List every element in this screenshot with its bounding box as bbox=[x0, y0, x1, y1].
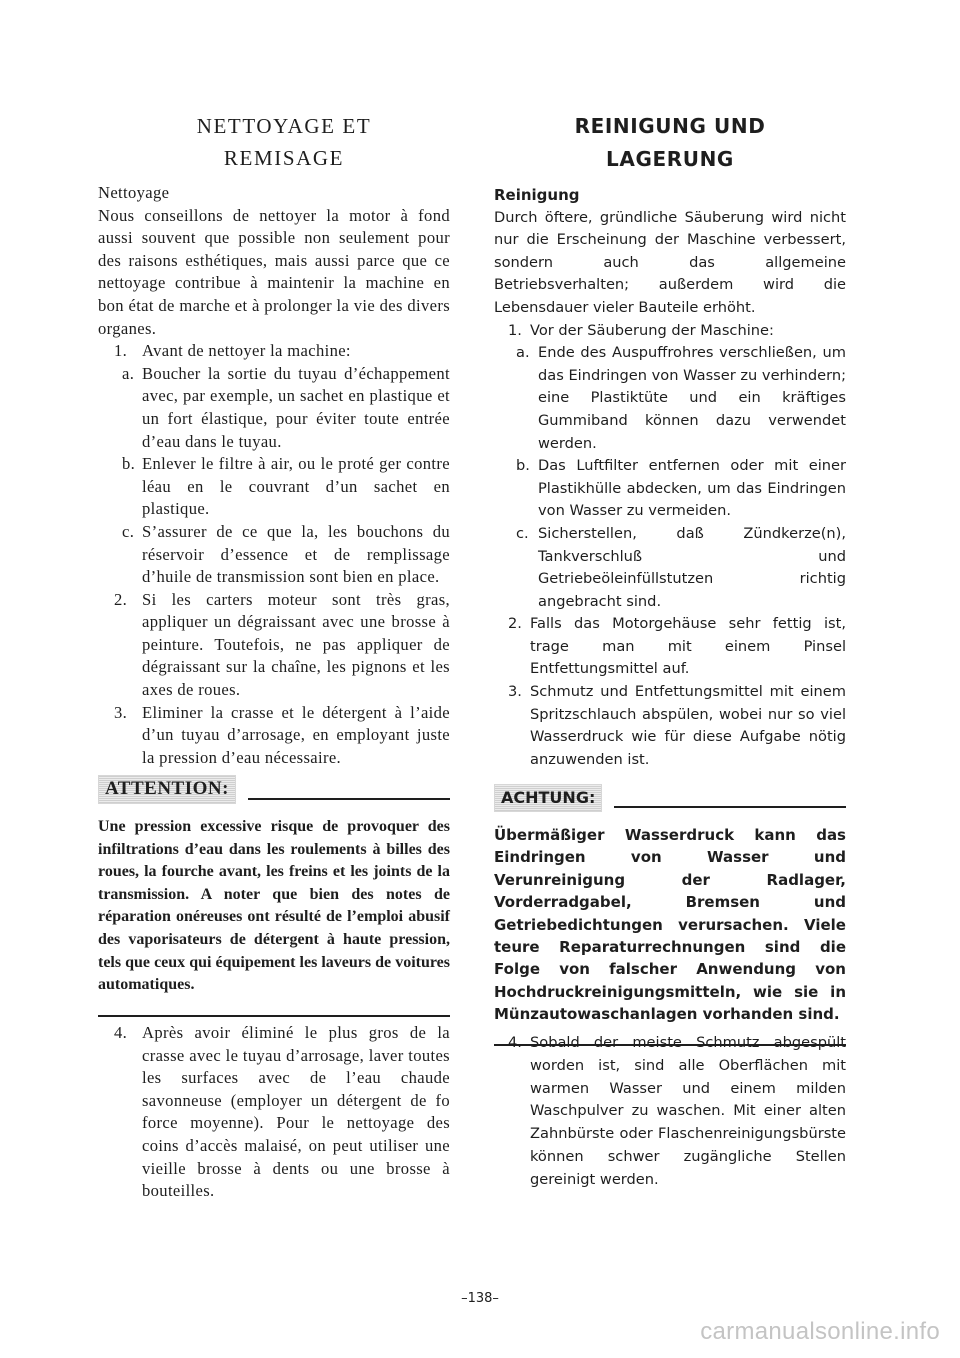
german-subtitle: Reinigung bbox=[494, 186, 580, 204]
german-title bbox=[494, 110, 846, 176]
french-warning-box bbox=[98, 770, 450, 1017]
french-step-1a: a. Boucher la sortie du tuyau d’échappement avec, par exemple, un sachet en plastique et un fort élastique, pour éviter toute entrée d’eau dans le tuyau. bbox=[122, 363, 450, 451]
german-title-line1: REINIGUNG UND bbox=[574, 114, 766, 138]
french-subtitle: Nettoyage bbox=[98, 183, 170, 202]
german-intro: Durch öftere, gründliche Säuberung wird nicht nur die Erscheinung der Maschine verbessert, sondern auch das allgemeine Betriebsverhalten; außerdem wird die Lebensdauer vieler Bauteile erhöht. bbox=[494, 208, 846, 316]
french-title bbox=[118, 110, 450, 174]
german-warning-text: Übermäßiger Wasserdruck kann das Eindringen von Wasser und Verunreinigung der Radlager, Vorderradgabel, Bremsen und Getriebedichtungen verursachen. Viele teure Reparaturrechnungen sind die Folge von falscher Anwendung von Hochdruckreinigungsmitteln, wie sie in Münzautowaschanlagen vorhanden sind. bbox=[494, 826, 846, 1024]
german-warning-box bbox=[494, 778, 846, 1046]
french-intro: Nous conseillons de nettoyer la motor à fond aussi souvent que possible non seulement pour des raisons esthétiques, mais aussi parce que ce nettoyage contribue à maintenir la machine en bon état de marche et à prolonger la vie des divers organes. bbox=[98, 205, 450, 338]
german-step-1a: a. Ende des Auspuffrohres verschließen, um das Eindringen von Wasser zu verhindern; eine Plastiktüte und ein kräftiges Gummiband können dazu verwendet werden. bbox=[516, 344, 847, 452]
german-column bbox=[494, 110, 846, 771]
german-warning-rule bbox=[614, 806, 846, 808]
page-number: –138– bbox=[461, 1291, 499, 1306]
french-title-line1: NETTOYAGE ET bbox=[196, 114, 372, 138]
french-step-3: 3. Eliminer la crasse et le détergent à l’aide d’un tuyau d’arrosage, en employant juste la pression d’eau nécessaire. bbox=[114, 702, 450, 767]
german-step-1c: c. Sicherstellen, daß Zündkerze(n), Tankverschluß und Getriebeöleinfüllstutzen richtig angebracht sind. bbox=[516, 524, 846, 610]
german-step-1: 1. Vor der Säuberung der Maschine: bbox=[508, 321, 774, 339]
french-warning-header bbox=[98, 770, 450, 804]
german-step-1b: b. Das Luftfilter entfernen oder mit einer Plastikhülle abdecken, um das Eindringen von Wasser zu vermeiden. bbox=[516, 457, 846, 520]
german-title-line2: LAGERUNG bbox=[606, 147, 734, 171]
french-step-1b: b. Enlever le filtre à air, ou le proté ger contre léau en le couvrant d’un sachet en plastique. bbox=[122, 454, 450, 519]
german-step-3: 3. Schmutz und Entfettungsmittel mit einem Spritzschlauch abspülen, wobei nur so viel Wasserdruck wie für diese Aufgabe nötig anzuwenden ist. bbox=[508, 683, 846, 768]
french-step-2: 2. Si les carters moteur sont très gras, appliquer un dégraissant avec une brosse à peinture. Toutefois, ne pas appliquer de dégraissant sur la chaîne, les pignons et les axes de roues. bbox=[114, 589, 450, 700]
french-warning-end-rule bbox=[98, 1015, 450, 1017]
french-warning-rule bbox=[248, 798, 450, 800]
german-warning-header bbox=[494, 778, 846, 812]
french-title-line2: REMISAGE bbox=[223, 146, 345, 170]
french-step-1c: c. S’assurer de ce que la, les bouchons du réservoir d’essence et de remplissage d’huile de transmission sont bien en place. bbox=[122, 521, 450, 587]
german-warning-label: ACHTUNG: bbox=[494, 784, 602, 812]
german-step-2: 2. Falls das Motorgehäuse sehr fettig ist, trage man mit einem Pinsel Entfettungsmittel auf. bbox=[508, 615, 846, 678]
french-step-4: 4. Après avoir éliminé le plus gros de la crasse avec le tuyau d’arrosage, laver toutes les surfaces avec de l’eau chaude savonneuse (employer un détergent de fo force moyenne). Pour le nettoyage des coins d’accès malaisé, on peut utiliser une vieille brosse à dents ou une brosse à bouteilles. bbox=[114, 1023, 450, 1201]
french-warning-label: ATTENTION: bbox=[98, 775, 236, 804]
french-column bbox=[98, 110, 450, 769]
watermark: carmanualsonline.info bbox=[700, 1318, 940, 1345]
french-warning-text: Une pression excessive risque de provoquer des infiltrations d’eau dans les roulements à billes des roues, la fourche avant, les freins et les joints de la transmission. A noter que bien des notes de réparation onéreuses ont résulté de l’emploi abusif des vaporisateurs de détergent à haute pression, tels que ceux qui équipement les laveurs de voitures automatiques. bbox=[98, 818, 450, 994]
german-step-4: 4. Sobald der meiste Schmutz abgespült worden ist, sind alle Oberflächen mit warmen Wasser und einem milden Waschpulver zu waschen. Mit einer alten Zahnbürste oder Flaschenreinigungsbürste können schwer zugängliche Stellen gereinigt werden. bbox=[508, 1034, 846, 1188]
french-step-1: 1. Avant de nettoyer la machine: bbox=[114, 341, 351, 361]
